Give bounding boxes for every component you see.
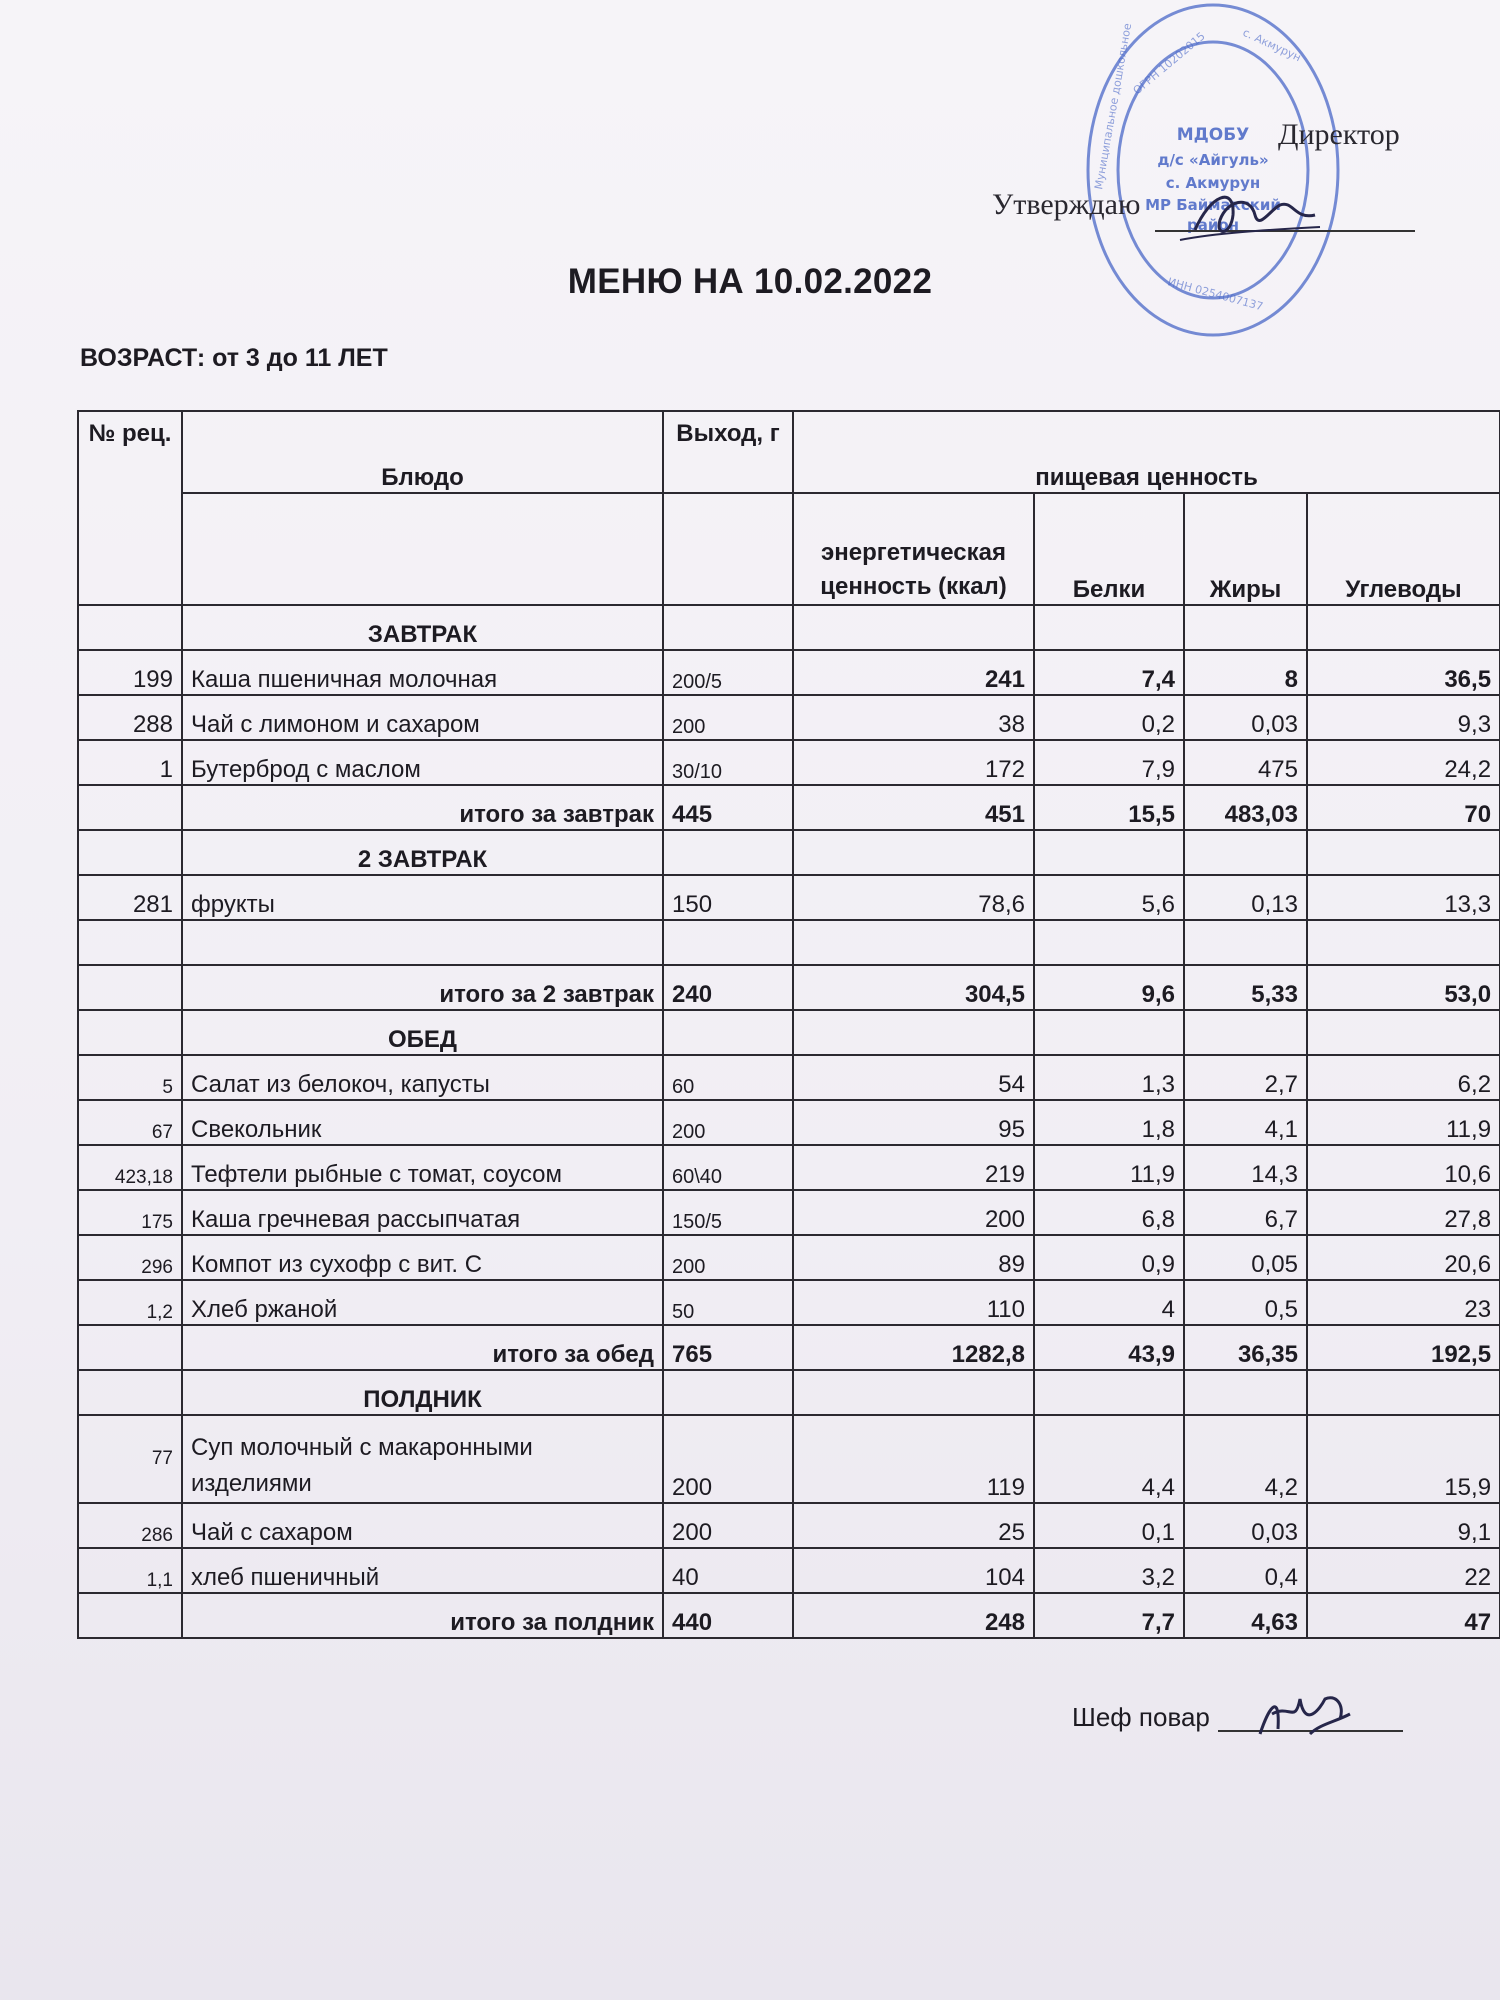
cell-carbs: 20,6 (1307, 1235, 1500, 1280)
cell-empty (663, 605, 793, 650)
cell-empty (1307, 830, 1500, 875)
menu-table-body (78, 411, 1500, 1638)
table-row (78, 740, 1500, 785)
svg-text:с. Акмурун: с. Акмурун (1240, 25, 1304, 65)
cell-carbs: 9,3 (1307, 695, 1500, 740)
cell-dish: Бутерброд с маслом (182, 740, 663, 785)
table-row (78, 1280, 1500, 1325)
section-title: ЗАВТРАК (182, 605, 663, 650)
cell-rec: 175 (78, 1190, 182, 1235)
approve-label: Утверждаю (992, 188, 1141, 221)
cell-rec: 1,1 (78, 1548, 182, 1593)
cell-rec: 288 (78, 695, 182, 740)
cell-rec: 77 (78, 1415, 182, 1503)
chef-signature (1250, 1684, 1360, 1744)
header-carbs: Углеводы (1307, 493, 1500, 605)
section-row (78, 1010, 1500, 1055)
section-title: 2 ЗАВТРАК (182, 830, 663, 875)
cell-empty (793, 605, 1034, 650)
cell-carbs: 13,3 (1307, 875, 1500, 920)
cell-fat: 0,03 (1184, 695, 1307, 740)
cell-protein (1034, 920, 1184, 965)
cell-yield: 200/5 (663, 650, 793, 695)
cell-protein: 7,9 (1034, 740, 1184, 785)
total-carbs: 192,5 (1307, 1325, 1500, 1370)
cell-yield: 150 (663, 875, 793, 920)
cell-fat: 0,03 (1184, 1503, 1307, 1548)
menu-table (77, 410, 1500, 1639)
cell-fat: 2,7 (1184, 1055, 1307, 1100)
cell-energy: 25 (793, 1503, 1034, 1548)
cell-empty (78, 605, 182, 650)
cell-empty (1307, 1010, 1500, 1055)
cell-dish: Каша гречневая рассыпчатая (182, 1190, 663, 1235)
cell-dish: Хлеб ржаной (182, 1280, 663, 1325)
cell-protein: 1,3 (1034, 1055, 1184, 1100)
cell-dish: хлеб пшеничный (182, 1548, 663, 1593)
table-row (78, 1503, 1500, 1548)
table-row (78, 1145, 1500, 1190)
total-label: итого за завтрак (182, 785, 663, 830)
total-carbs: 53,0 (1307, 965, 1500, 1010)
cell-carbs (1307, 920, 1500, 965)
cell-yield: 200 (663, 695, 793, 740)
cell-empty (1184, 830, 1307, 875)
cell-empty (1307, 1370, 1500, 1415)
cell-carbs: 11,9 (1307, 1100, 1500, 1145)
svg-text:ИНН 0254007137: ИНН 0254007137 (1166, 275, 1265, 314)
cell-fat: 475 (1184, 740, 1307, 785)
cell-dish: Каша пшеничная молочная (182, 650, 663, 695)
cell-empty (78, 785, 182, 830)
total-protein: 43,9 (1034, 1325, 1184, 1370)
total-fat: 5,33 (1184, 965, 1307, 1010)
table-row (78, 1190, 1500, 1235)
cell-empty (1307, 605, 1500, 650)
cell-yield: 200 (663, 1503, 793, 1548)
cell-empty (663, 1010, 793, 1055)
cell-empty (793, 1010, 1034, 1055)
total-energy: 248 (793, 1593, 1034, 1638)
cell-empty (1034, 830, 1184, 875)
header-nutrition: пищевая ценность (793, 411, 1500, 493)
cell-dish: Суп молочный с макаронными изделиями (182, 1415, 663, 1503)
cell-fat (1184, 920, 1307, 965)
cell-protein: 11,9 (1034, 1145, 1184, 1190)
cell-energy: 104 (793, 1548, 1034, 1593)
cell-yield: 60 (663, 1055, 793, 1100)
cell-energy: 219 (793, 1145, 1034, 1190)
chef-label: Шеф повар (1072, 1702, 1210, 1732)
cell-protein: 0,9 (1034, 1235, 1184, 1280)
total-fat: 483,03 (1184, 785, 1307, 830)
cell-yield: 50 (663, 1280, 793, 1325)
cell-energy: 95 (793, 1100, 1034, 1145)
cell-empty (78, 830, 182, 875)
total-yield: 240 (663, 965, 793, 1010)
cell-fat: 0,05 (1184, 1235, 1307, 1280)
total-row (78, 965, 1500, 1010)
cell-fat: 0,5 (1184, 1280, 1307, 1325)
cell-energy: 89 (793, 1235, 1034, 1280)
total-row (78, 1593, 1500, 1638)
director-title: Директор (1278, 118, 1400, 151)
section-row (78, 605, 1500, 650)
cell-energy: 200 (793, 1190, 1034, 1235)
cell-carbs: 9,1 (1307, 1503, 1500, 1548)
total-label: итого за полдник (182, 1593, 663, 1638)
cell-fat: 0,13 (1184, 875, 1307, 920)
cell-protein: 1,8 (1034, 1100, 1184, 1145)
total-fat: 36,35 (1184, 1325, 1307, 1370)
cell-rec: 1 (78, 740, 182, 785)
cell-empty (78, 1010, 182, 1055)
cell-dish: Свекольник (182, 1100, 663, 1145)
cell-carbs: 27,8 (1307, 1190, 1500, 1235)
header-yield: Выход, г (663, 411, 793, 493)
cell-empty (1034, 1370, 1184, 1415)
stamp-text: район (1186, 216, 1240, 234)
cell-protein: 5,6 (1034, 875, 1184, 920)
cell-fat: 14,3 (1184, 1145, 1307, 1190)
cell-dish: Салат из белокоч, капусты (182, 1055, 663, 1100)
cell-yield: 200 (663, 1235, 793, 1280)
cell-dish: фрукты (182, 875, 663, 920)
cell-dish: Чай с сахаром (182, 1503, 663, 1548)
cell-rec: 199 (78, 650, 182, 695)
cell-yield: 200 (663, 1100, 793, 1145)
cell-energy: 241 (793, 650, 1034, 695)
cell-empty (663, 830, 793, 875)
cell-empty (1184, 1370, 1307, 1415)
cell-energy: 110 (793, 1280, 1034, 1325)
table-row (78, 1055, 1500, 1100)
stamp-text: д/с «Айгуль» (1157, 151, 1269, 169)
total-carbs: 47 (1307, 1593, 1500, 1638)
cell-fat: 8 (1184, 650, 1307, 695)
svg-text:Муниципальное дошкольное: Муниципальное дошкольное (1092, 22, 1135, 191)
table-row (78, 1548, 1500, 1593)
total-yield: 445 (663, 785, 793, 830)
header-dish: Блюдо (182, 411, 663, 493)
cell-dish: Компот из сухофр с вит. С (182, 1235, 663, 1280)
cell-energy: 172 (793, 740, 1034, 785)
total-label: итого за обед (182, 1325, 663, 1370)
header-energy: энергетическая ценность (ккал) (793, 493, 1034, 605)
table-row (78, 1100, 1500, 1145)
cell-energy: 78,6 (793, 875, 1034, 920)
cell-rec: 296 (78, 1235, 182, 1280)
total-row (78, 1325, 1500, 1370)
cell-empty (1034, 1010, 1184, 1055)
header-fat: Жиры (1184, 493, 1307, 605)
cell-empty (793, 830, 1034, 875)
cell-empty (1184, 605, 1307, 650)
header-protein: Белки (1034, 493, 1184, 605)
total-yield: 440 (663, 1593, 793, 1638)
cell-yield: 60\40 (663, 1145, 793, 1190)
total-yield: 765 (663, 1325, 793, 1370)
cell-protein: 4,4 (1034, 1415, 1184, 1503)
cell-fat: 4,2 (1184, 1415, 1307, 1503)
total-protein: 7,7 (1034, 1593, 1184, 1638)
total-protein: 9,6 (1034, 965, 1184, 1010)
cell-rec (78, 920, 182, 965)
cell-yield (663, 920, 793, 965)
cell-rec: 67 (78, 1100, 182, 1145)
table-row (78, 695, 1500, 740)
cell-fat: 0,4 (1184, 1548, 1307, 1593)
cell-empty (78, 1370, 182, 1415)
cell-empty (1034, 605, 1184, 650)
cell-carbs: 10,6 (1307, 1145, 1500, 1190)
cell-yield: 40 (663, 1548, 793, 1593)
cell-empty (78, 1593, 182, 1638)
total-fat: 4,63 (1184, 1593, 1307, 1638)
header-empty (182, 493, 663, 605)
stamp-text: МР Баймакский (1145, 196, 1281, 214)
cell-rec: 423,18 (78, 1145, 182, 1190)
cell-yield: 200 (663, 1415, 793, 1503)
cell-yield: 150/5 (663, 1190, 793, 1235)
stamp-text: с. Акмурун (1165, 174, 1261, 192)
total-carbs: 70 (1307, 785, 1500, 830)
cell-carbs: 6,2 (1307, 1055, 1500, 1100)
cell-carbs: 36,5 (1307, 650, 1500, 695)
header-row-2 (78, 493, 1500, 605)
total-label: итого за 2 завтрак (182, 965, 663, 1010)
table-row (78, 650, 1500, 695)
age-label: ВОЗРАСТ: от 3 до 11 ЛЕТ (80, 344, 388, 372)
cell-rec: 281 (78, 875, 182, 920)
cell-empty (663, 1370, 793, 1415)
total-row (78, 785, 1500, 830)
section-title: ПОЛДНИК (182, 1370, 663, 1415)
header-row (78, 411, 1500, 493)
cell-empty (793, 1370, 1034, 1415)
cell-carbs: 24,2 (1307, 740, 1500, 785)
cell-dish: Тефтели рыбные с томат, соусом (182, 1145, 663, 1190)
cell-fat: 6,7 (1184, 1190, 1307, 1235)
cell-energy: 38 (793, 695, 1034, 740)
cell-yield: 30/10 (663, 740, 793, 785)
cell-fat: 4,1 (1184, 1100, 1307, 1145)
cell-rec: 1,2 (78, 1280, 182, 1325)
svg-text:ОГРН 10202015: ОГРН 10202015 (1130, 29, 1208, 98)
cell-dish: Чай с лимоном и сахаром (182, 695, 663, 740)
stamp-text: МДОБУ (1176, 125, 1250, 145)
header-rec: № рец. (78, 411, 182, 605)
cell-protein: 0,1 (1034, 1503, 1184, 1548)
cell-protein: 3,2 (1034, 1548, 1184, 1593)
cell-protein: 7,4 (1034, 650, 1184, 695)
cell-protein: 0,2 (1034, 695, 1184, 740)
cell-energy: 119 (793, 1415, 1034, 1503)
total-protein: 15,5 (1034, 785, 1184, 830)
cell-empty (78, 1325, 182, 1370)
cell-carbs: 23 (1307, 1280, 1500, 1325)
cell-rec: 5 (78, 1055, 182, 1100)
table-row (78, 875, 1500, 920)
total-energy: 451 (793, 785, 1034, 830)
table-row (78, 1415, 1500, 1503)
section-row (78, 1370, 1500, 1415)
cell-protein: 6,8 (1034, 1190, 1184, 1235)
table-row (78, 920, 1500, 965)
cell-protein: 4 (1034, 1280, 1184, 1325)
total-energy: 304,5 (793, 965, 1034, 1010)
cell-energy (793, 920, 1034, 965)
cell-empty (1184, 1010, 1307, 1055)
cell-dish (182, 920, 663, 965)
cell-carbs: 22 (1307, 1548, 1500, 1593)
cell-energy: 54 (793, 1055, 1034, 1100)
director-signature (1175, 175, 1325, 250)
menu-title: МЕНЮ НА 10.02.2022 (567, 262, 933, 301)
total-energy: 1282,8 (793, 1325, 1034, 1370)
section-title: ОБЕД (182, 1010, 663, 1055)
cell-rec: 286 (78, 1503, 182, 1548)
table-row (78, 1235, 1500, 1280)
cell-carbs: 15,9 (1307, 1415, 1500, 1503)
section-row (78, 830, 1500, 875)
header-empty (663, 493, 793, 605)
cell-empty (78, 965, 182, 1010)
